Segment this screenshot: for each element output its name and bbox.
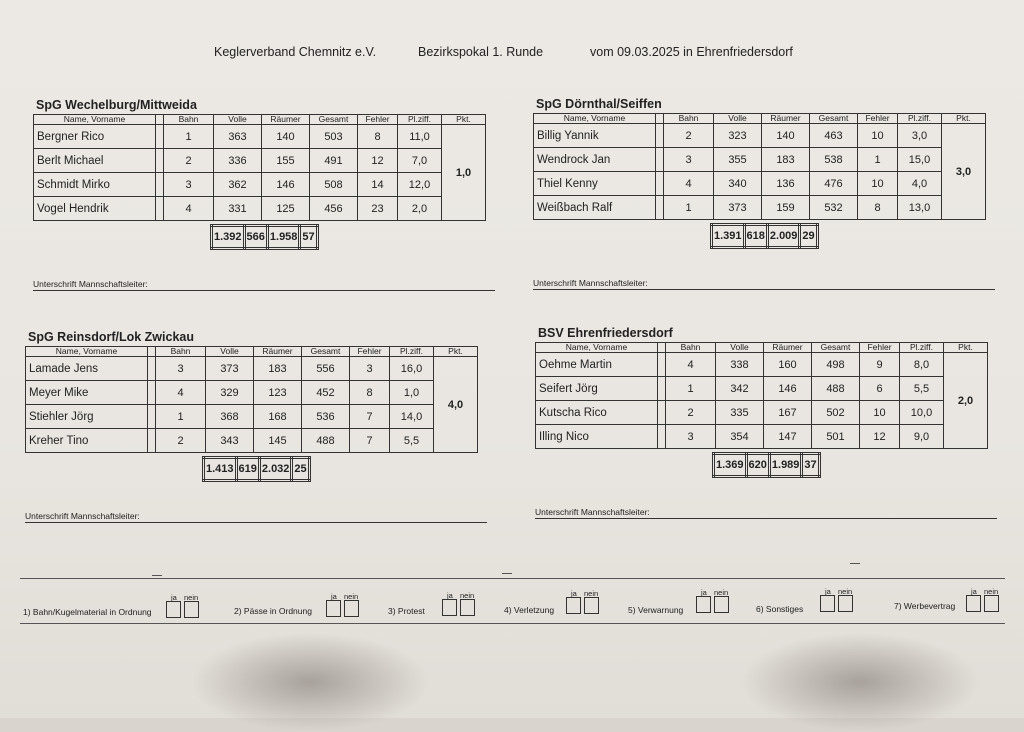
column-header-plziff: Pl.ziff.: [900, 343, 944, 353]
column-gap: [658, 353, 666, 377]
player-name: Illing Nico: [536, 425, 658, 449]
checklist-item-label: 1) Bahn/Kugelmaterial in Ordnung: [23, 607, 152, 617]
cell-volle: 340: [714, 172, 762, 196]
signature-line: [33, 290, 495, 291]
cell-gesamt: 456: [310, 197, 358, 221]
column-gap: [148, 405, 156, 429]
player-name: Weißbach Ralf: [534, 196, 656, 220]
column-header-fehler: Fehler: [858, 114, 898, 124]
competition: Bezirkspokal 1. Runde: [418, 45, 544, 59]
signature-label: Unterschrift Mannschaftsleiter:: [25, 511, 140, 521]
cell-bahn: 3: [164, 173, 214, 197]
cell-bahn: 4: [156, 381, 206, 405]
cell-volle: 355: [714, 148, 762, 172]
cell-plziff: 8,0: [900, 353, 944, 377]
signature-line: [533, 289, 995, 290]
cell-plziff: 5,5: [900, 377, 944, 401]
cell-bahn: 3: [156, 357, 206, 381]
column-gap: [156, 197, 164, 221]
table-row: [34, 173, 486, 197]
cell-bahn: 2: [156, 429, 206, 453]
shadow: [190, 632, 430, 732]
ja-label: ja: [171, 593, 177, 602]
cell-plziff: 4,0: [898, 172, 942, 196]
cell-fehler: 10: [858, 172, 898, 196]
cell-fehler: 1: [858, 148, 898, 172]
column-gap: [148, 381, 156, 405]
cell-volle: 338: [716, 353, 764, 377]
cell-gesamt: 498: [812, 353, 860, 377]
cell-gesamt: 491: [310, 149, 358, 173]
cell-bahn: 3: [664, 148, 714, 172]
column-header-raeumer: Räumer: [764, 343, 812, 353]
cell-plziff: 7,0: [398, 149, 442, 173]
cell-raeumer: 167: [764, 401, 812, 425]
cell-bahn: 2: [666, 401, 716, 425]
column-header-volle: Volle: [206, 347, 254, 357]
cell-plziff: 1,0: [390, 381, 434, 405]
column-gap: [156, 173, 164, 197]
checklist-item-label: 7) Werbevertrag: [894, 601, 956, 611]
cell-bahn: 4: [666, 353, 716, 377]
signature-label: Unterschrift Mannschaftsleiter:: [535, 507, 650, 517]
player-name: Kutscha Rico: [536, 401, 658, 425]
team-points: 1,0: [442, 125, 486, 221]
column-header-fehler: Fehler: [860, 343, 900, 353]
cell-gesamt: 538: [810, 148, 858, 172]
cell-raeumer: 183: [254, 357, 302, 381]
cell-gesamt: 476: [810, 172, 858, 196]
cell-plziff: 11,0: [398, 125, 442, 149]
cell-raeumer: 159: [762, 196, 810, 220]
cell-plziff: 13,0: [898, 196, 942, 220]
cell-fehler: 8: [350, 381, 390, 405]
cell-volle: 354: [716, 425, 764, 449]
cell-plziff: 10,0: [900, 401, 944, 425]
cell-gesamt: 536: [302, 405, 350, 429]
team-name: SpG Reinsdorf/Lok Zwickau: [28, 330, 194, 344]
checklist-item-label: 4) Verletzung: [504, 605, 555, 616]
column-gap: [156, 125, 164, 149]
checkbox-nein[interactable]: [344, 600, 359, 617]
column-header-raeumer: Räumer: [254, 347, 302, 357]
column-header-volle: Volle: [716, 343, 764, 353]
column-header-bahn: Bahn: [664, 114, 714, 124]
cell-fehler: 12: [358, 149, 398, 173]
totals-row: [210, 224, 319, 250]
column-header-fehler: Fehler: [350, 347, 390, 357]
column-header-pkt: Pkt.: [434, 347, 478, 357]
player-name: Vogel Hendrik: [34, 197, 156, 221]
player-table: [25, 346, 478, 453]
nein-label: nein: [584, 589, 599, 599]
total-volle: 1.369: [714, 454, 747, 477]
team-name: SpG Dörnthal/Seiffen: [536, 97, 662, 111]
table-row: [534, 172, 986, 196]
total-gesamt: 1.958: [267, 226, 300, 249]
player-name: Stiehler Jörg: [26, 405, 148, 429]
cell-raeumer: 146: [262, 173, 310, 197]
cell-volle: 368: [206, 405, 254, 429]
cell-raeumer: 136: [762, 172, 810, 196]
cell-volle: 343: [206, 429, 254, 453]
ja-label: ja: [447, 590, 453, 600]
checkbox-ja[interactable]: [820, 595, 835, 612]
cell-gesamt: 503: [310, 125, 358, 149]
cell-bahn: 1: [164, 125, 214, 149]
table-row: [26, 405, 478, 429]
cell-fehler: 7: [350, 405, 390, 429]
column-header-name: Name, Vorname: [536, 343, 658, 353]
team-points: 4,0: [434, 357, 478, 453]
column-header-bahn: Bahn: [666, 343, 716, 353]
cell-gesamt: 488: [302, 429, 350, 453]
total-gesamt: 2.009: [767, 225, 800, 248]
cell-plziff: 2,0: [398, 197, 442, 221]
cell-raeumer: 183: [762, 148, 810, 172]
column-gap: [656, 148, 664, 172]
cell-raeumer: 155: [262, 149, 310, 173]
column-header-volle: Volle: [714, 114, 762, 124]
table-row: [26, 429, 478, 453]
cell-raeumer: 140: [762, 124, 810, 148]
cell-volle: 362: [214, 173, 262, 197]
cell-bahn: 2: [664, 124, 714, 148]
total-raeumer: 618: [744, 225, 767, 248]
checkbox-nein[interactable]: [984, 595, 999, 612]
team-points: 2,0: [944, 353, 988, 449]
column-header-pkt: Pkt.: [944, 343, 988, 353]
checklist-item-label: 3) Protest: [388, 605, 425, 616]
signature-label: Unterschrift Mannschaftsleiter:: [33, 279, 148, 289]
cell-raeumer: 140: [262, 125, 310, 149]
cell-plziff: 5,5: [390, 429, 434, 453]
column-gap: [658, 425, 666, 449]
ja-label: ja: [701, 588, 707, 598]
total-volle: 1.392: [212, 226, 245, 249]
cell-fehler: 9: [860, 353, 900, 377]
column-gap: [156, 149, 164, 173]
player-name: Schmidt Mirko: [34, 173, 156, 197]
team-points: 3,0: [942, 124, 986, 220]
cell-fehler: 8: [358, 125, 398, 149]
checkbox-ja[interactable]: [566, 597, 581, 614]
checklist-item-label: 6) Sonstiges: [756, 604, 804, 614]
column-header-name: Name, Vorname: [26, 347, 148, 357]
nein-label: nein: [838, 587, 853, 596]
column-header-raeumer: Räumer: [762, 114, 810, 124]
cell-fehler: 10: [858, 124, 898, 148]
nein-label: nein: [460, 590, 475, 600]
checkbox-ja[interactable]: [442, 599, 457, 616]
team-name: SpG Wechelburg/Mittweida: [36, 98, 197, 112]
totals-row: [710, 223, 819, 249]
player-name: Billig Yannik: [534, 124, 656, 148]
column-header-plziff: Pl.ziff.: [898, 114, 942, 124]
column-header-pkt: Pkt.: [942, 114, 986, 124]
cell-fehler: 3: [350, 357, 390, 381]
nein-label: nein: [984, 587, 999, 596]
nein-label: nein: [714, 588, 729, 598]
column-gap: [658, 343, 666, 353]
cell-volle: 342: [716, 377, 764, 401]
cell-fehler: 7: [350, 429, 390, 453]
column-gap: [658, 401, 666, 425]
cell-gesamt: 463: [810, 124, 858, 148]
team-name: BSV Ehrenfriedersdorf: [538, 326, 673, 340]
mark: [850, 563, 860, 564]
player-name: Wendrock Jan: [534, 148, 656, 172]
cell-bahn: 4: [664, 172, 714, 196]
column-header-bahn: Bahn: [156, 347, 206, 357]
column-header-gesamt: Gesamt: [302, 347, 350, 357]
cell-plziff: 15,0: [898, 148, 942, 172]
table-row: [536, 377, 988, 401]
column-gap: [148, 357, 156, 381]
table-row: [534, 196, 986, 220]
total-raeumer: 619: [236, 458, 259, 481]
cell-plziff: 14,0: [390, 405, 434, 429]
total-raeumer: 620: [746, 454, 769, 477]
cell-fehler: 14: [358, 173, 398, 197]
cell-fehler: 6: [860, 377, 900, 401]
player-table: [535, 342, 988, 449]
column-header-name: Name, Vorname: [34, 115, 156, 125]
cell-bahn: 2: [164, 149, 214, 173]
cell-gesamt: 501: [812, 425, 860, 449]
column-gap: [656, 124, 664, 148]
cell-volle: 373: [206, 357, 254, 381]
cell-bahn: 1: [666, 377, 716, 401]
cell-bahn: 4: [164, 197, 214, 221]
checkbox-ja[interactable]: [966, 595, 981, 612]
checkbox-nein[interactable]: [184, 601, 199, 618]
cell-plziff: 3,0: [898, 124, 942, 148]
mark: [502, 573, 512, 574]
table-row: [26, 357, 478, 381]
column-header-plziff: Pl.ziff.: [398, 115, 442, 125]
table-row: [34, 197, 486, 221]
cell-raeumer: 125: [262, 197, 310, 221]
player-name: Lamade Jens: [26, 357, 148, 381]
cell-volle: 331: [214, 197, 262, 221]
signature-label: Unterschrift Mannschaftsleiter:: [533, 278, 648, 288]
table-row: [536, 425, 988, 449]
signature-line: [535, 518, 997, 519]
nein-label: nein: [184, 593, 199, 602]
shadow: [740, 632, 980, 732]
cell-volle: 323: [714, 124, 762, 148]
cell-raeumer: 160: [764, 353, 812, 377]
signature-line: [25, 522, 487, 523]
cell-fehler: 23: [358, 197, 398, 221]
cell-fehler: 12: [860, 425, 900, 449]
table-row: [536, 401, 988, 425]
total-fehler: 57: [300, 226, 317, 249]
total-gesamt: 2.032: [259, 458, 292, 481]
total-fehler: 37: [802, 454, 819, 477]
cell-raeumer: 147: [764, 425, 812, 449]
column-gap: [148, 429, 156, 453]
ja-label: ja: [971, 587, 977, 596]
table-row: [534, 124, 986, 148]
column-gap: [658, 377, 666, 401]
cell-volle: 329: [206, 381, 254, 405]
column-header-volle: Volle: [214, 115, 262, 125]
table-row: [26, 381, 478, 405]
player-name: Kreher Tino: [26, 429, 148, 453]
cell-bahn: 3: [666, 425, 716, 449]
cell-raeumer: 145: [254, 429, 302, 453]
player-name: Meyer Mike: [26, 381, 148, 405]
totals-row: [202, 456, 311, 482]
player-name: Bergner Rico: [34, 125, 156, 149]
total-gesamt: 1.989: [769, 454, 802, 477]
checkbox-nein[interactable]: [714, 596, 729, 613]
column-header-gesamt: Gesamt: [812, 343, 860, 353]
cell-bahn: 1: [156, 405, 206, 429]
cell-gesamt: 532: [810, 196, 858, 220]
checkbox-nein[interactable]: [460, 599, 475, 616]
column-header-gesamt: Gesamt: [310, 115, 358, 125]
cell-raeumer: 123: [254, 381, 302, 405]
cell-gesamt: 556: [302, 357, 350, 381]
total-fehler: 25: [292, 458, 309, 481]
checkbox-ja[interactable]: [166, 601, 181, 618]
column-gap: [656, 196, 664, 220]
column-header-fehler: Fehler: [358, 115, 398, 125]
total-volle: 1.391: [712, 225, 745, 248]
column-gap: [656, 172, 664, 196]
column-gap: [148, 347, 156, 357]
association: Keglerverband Chemnitz e.V.: [214, 45, 377, 59]
cell-bahn: 1: [664, 196, 714, 220]
cell-fehler: 10: [860, 401, 900, 425]
ja-label: ja: [825, 587, 831, 596]
cell-gesamt: 452: [302, 381, 350, 405]
column-header-bahn: Bahn: [164, 115, 214, 125]
table-row: [34, 125, 486, 149]
column-header-name: Name, Vorname: [534, 114, 656, 124]
cell-volle: 335: [716, 401, 764, 425]
column-header-gesamt: Gesamt: [810, 114, 858, 124]
checkbox-nein[interactable]: [838, 595, 853, 612]
table-row: [34, 149, 486, 173]
column-header-plziff: Pl.ziff.: [390, 347, 434, 357]
player-name: Berlt Michael: [34, 149, 156, 173]
date-place: vom 09.03.2025 in Ehrenfriedersdorf: [590, 45, 793, 59]
checkbox-nein[interactable]: [584, 597, 599, 614]
cell-plziff: 12,0: [398, 173, 442, 197]
player-name: Oehme Martin: [536, 353, 658, 377]
total-volle: 1.413: [204, 458, 237, 481]
totals-row: [712, 452, 821, 478]
cell-gesamt: 508: [310, 173, 358, 197]
checklist-item-label: 2) Pässe in Ordnung: [234, 606, 312, 617]
column-header-raeumer: Räumer: [262, 115, 310, 125]
cell-plziff: 9,0: [900, 425, 944, 449]
footer-checklist: [20, 578, 1005, 624]
cell-gesamt: 488: [812, 377, 860, 401]
ja-label: ja: [331, 591, 337, 601]
ja-label: ja: [571, 589, 577, 599]
cell-plziff: 16,0: [390, 357, 434, 381]
checklist-item-label: 5) Verwarnung: [628, 604, 684, 615]
total-raeumer: 566: [244, 226, 267, 249]
column-gap: [656, 114, 664, 124]
cell-raeumer: 146: [764, 377, 812, 401]
column-header-pkt: Pkt.: [442, 115, 486, 125]
column-gap: [156, 115, 164, 125]
cell-volle: 373: [714, 196, 762, 220]
cell-raeumer: 168: [254, 405, 302, 429]
mark: [152, 575, 162, 576]
player-table: [33, 114, 486, 221]
player-name: Thiel Kenny: [534, 172, 656, 196]
player-table: [533, 113, 986, 220]
player-name: Seifert Jörg: [536, 377, 658, 401]
table-row: [534, 148, 986, 172]
cell-volle: 336: [214, 149, 262, 173]
nein-label: nein: [344, 591, 359, 601]
total-fehler: 29: [800, 225, 817, 248]
checkbox-ja[interactable]: [696, 596, 711, 613]
cell-gesamt: 502: [812, 401, 860, 425]
table-row: [536, 353, 988, 377]
cell-volle: 363: [214, 125, 262, 149]
cell-fehler: 8: [858, 196, 898, 220]
checkbox-ja[interactable]: [326, 600, 341, 617]
